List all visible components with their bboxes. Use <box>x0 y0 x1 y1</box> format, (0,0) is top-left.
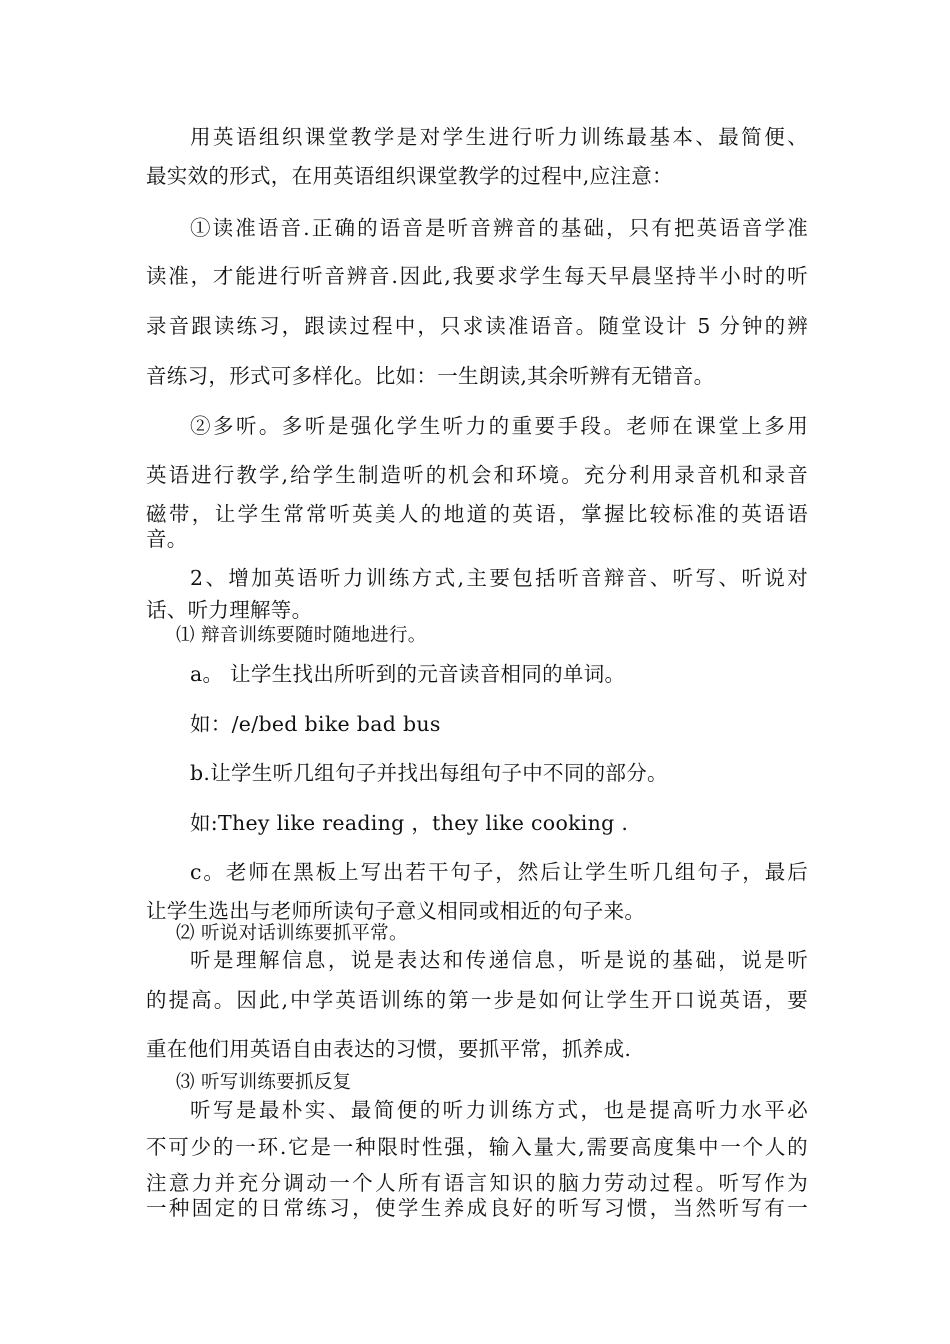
subheading: ⑴ 辩音训练要随时随地进行。 <box>176 625 427 646</box>
paragraph-line: 音。 <box>146 527 188 551</box>
example-line: 如:They like reading ，they like cooking . <box>190 811 629 835</box>
subheading: ⑵ 听说对话训练要抓平常。 <box>176 923 408 944</box>
paragraph-line: ②多听。多听是强化学生听力的重要手段。老师在课堂上多用 <box>190 414 808 438</box>
paragraph-line: 听是理解信息，说是表达和传递信息，听是说的基础，说是听 <box>190 948 808 972</box>
paragraph-line: 的提高。因此,中学英语训练的第一步是如何让学生开口说英语，要 <box>146 988 808 1012</box>
subheading: ⑶ 听写训练要抓反复 <box>176 1072 352 1093</box>
paragraph-line: 最实效的形式，在用英语组织课堂教学的过程中,应注意： <box>146 164 673 188</box>
paragraph-line: 一种固定的日常练习，使学生养成良好的听写习惯，当然听写有一 <box>146 1196 808 1220</box>
paragraph-line: 不可少的一环.它是一种限时性强，输入量大,需要高度集中一个人的 <box>146 1135 808 1159</box>
paragraph-line: 录音跟读练习，跟读过程中，只求读准语音。随堂设计 5 分钟的辨 <box>146 314 808 338</box>
paragraph-line: 听写是最朴实、最简便的听力训练方式，也是提高听力水平必 <box>190 1098 808 1122</box>
example-line: 如：/e/bed bike bad bus <box>190 712 441 736</box>
paragraph-line: 用英语组织课堂教学是对学生进行听力训练最基本、最简便、 <box>190 125 808 149</box>
paragraph-line: 注意力并充分调动一个人所有语言知识的脑力劳动过程。听写作为 <box>146 1171 808 1195</box>
paragraph-line: 话、听力理解等。 <box>146 598 313 622</box>
paragraph-line: 2、增加英语听力训练方式,主要包括听音辩音、听写、听说对 <box>190 566 808 590</box>
paragraph-line: 英语进行教学,给学生制造听的机会和环境。充分利用录音机和录音 <box>146 463 808 487</box>
paragraph-line: 磁带，让学生常常听英美人的地道的英语，掌握比较标准的英语语 <box>146 502 808 526</box>
paragraph-line: 让学生选出与老师所读句子意义相同或相近的句子来。 <box>146 899 646 923</box>
paragraph-line: 音练习，形式可多样化。比如：一生朗读,其余听辨有无错音。 <box>146 364 715 388</box>
paragraph-line: c。老师在黑板上写出若干句子，然后让学生听几组句子，最后 <box>190 860 808 884</box>
paragraph-line: 读准，才能进行听音辨音.因此,我要求学生每天早晨坚持半小时的听 <box>146 264 808 288</box>
paragraph-line: b.让学生听几组句子并找出每组句子中不同的部分。 <box>190 761 668 785</box>
paragraph-line: 重在他们用英语自由表达的习惯，要抓平常，抓养成. <box>146 1037 632 1061</box>
paragraph-line: a。 让学生找出所听到的元音读音相同的单词。 <box>190 662 626 686</box>
paragraph-line: ①读准语音.正确的语音是听音辨音的基础，只有把英语音学准 <box>190 216 808 240</box>
